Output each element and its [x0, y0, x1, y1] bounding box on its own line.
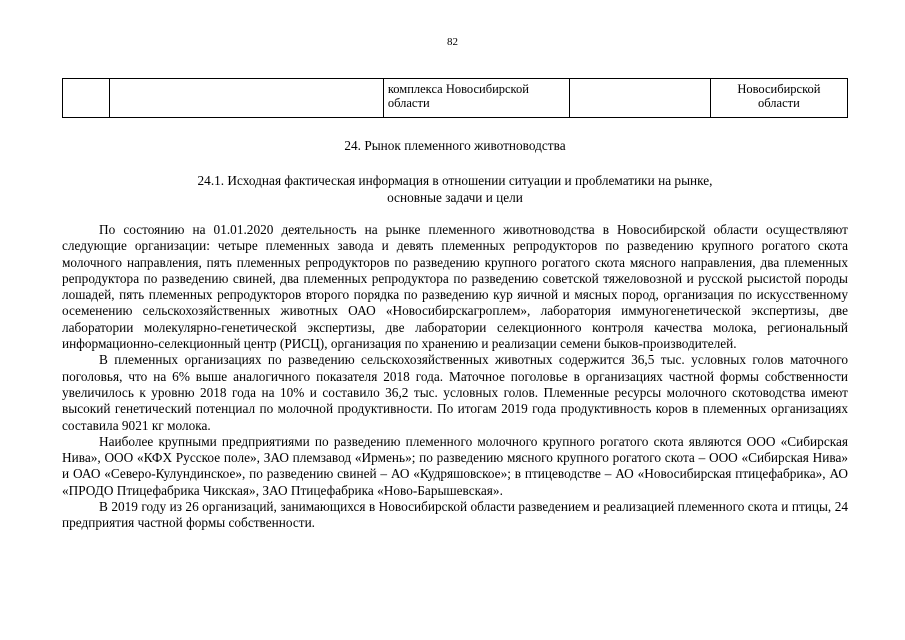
- subsection-title: [62, 172, 848, 206]
- table-cell-text: области: [757, 96, 800, 110]
- table-row: [63, 79, 848, 118]
- paragraph: Наиболее крупными предприятиями по разведению племенного молочного крупного рогатого скота являются ООО «Сибирская Нива», ООО «КФХ Русское поле», ЗАО племзавод «Ирмень»; по разведению мясного крупного рогатого скота – ООО «Сибирская Нива» и ОАО «Северо-Кулундинское», по разведению свиней – АО «Кудряшовское»; в птицеводстве – АО «Новосибирская птицефабрика», АО «ПРОДО Птицефабрика Чикская», ЗАО Птицефабрика «Ново-Барышевская».: [62, 433, 848, 498]
- continuation-table: [62, 78, 848, 118]
- section-title: 24. Рынок племенного животноводства: [344, 138, 566, 153]
- page-number: 82: [447, 36, 458, 48]
- subsection-title-line: 24.1. Исходная фактическая информация в отношении ситуации и проблематики на рынке,: [197, 173, 713, 188]
- table-cell-text: Новосибирской: [737, 82, 821, 96]
- subsection-title-line: основные задачи и цели: [387, 190, 523, 205]
- table-cell-text: комплекса Новосибирской: [387, 82, 529, 96]
- paragraph: По состоянию на 01.01.2020 деятельность на рынке племенного животноводства в Новосибирской области осуществляют следующие организации: четыре племенных завода и девять племенных репродукторов по разведению крупного рогатого скота молочного направления, пять племенных репродукторов по разведению крупного рогатого скота мясного направления, два племенных репродуктора по разведению свиней, два племенных репродуктора по разведению советской тяжеловозной и русской рысистой породы лошадей, пять племенных репродукторов второго порядка по разведению кур яичной и мясных пород, организация по искусственному осеменению сельскохозяйственных животных ОАО «Новосибирскагроплем», лаборатория иммуногенетической экспертизы, две лаборатории молекулярно-генетической экспертизы, две лаборатории селекционного контроля качества молока, региональный информационно-селекционный центр (РИСЦ), организация по хранению и реализации семени быков-производителей.: [62, 222, 848, 352]
- table-cell-empty: [110, 79, 383, 118]
- table-cell-number: [63, 79, 110, 118]
- body-text: [62, 222, 848, 532]
- table-cell-empty: [570, 79, 711, 118]
- paragraph: В 2019 году из 26 организаций, занимающихся в Новосибирской области разведением и реализацией племенного скота и птицы, 24 предприятия частной формы собственности.: [62, 499, 848, 531]
- table-cell-region: [710, 79, 847, 118]
- table-cell-text: области: [387, 96, 430, 110]
- table-cell-description: [383, 79, 569, 118]
- paragraph: В племенных организациях по разведению сельскохозяйственных животных содержится 36,5 тыс. условных голов маточного поголовья, что на 6% выше аналогичного показателя 2018 года. Маточное поголовье в организациях частной формы собственности увеличилось к уровню 2018 года на 10% и составило 36,2 тыс. условных голов. Племенные ресурсы молочного скотоводства имеют высокий генетический потенциал по молочной продуктивности. По итогам 2019 года продуктивность коров в племенных организациях составила 9021 кг молока.: [62, 352, 848, 433]
